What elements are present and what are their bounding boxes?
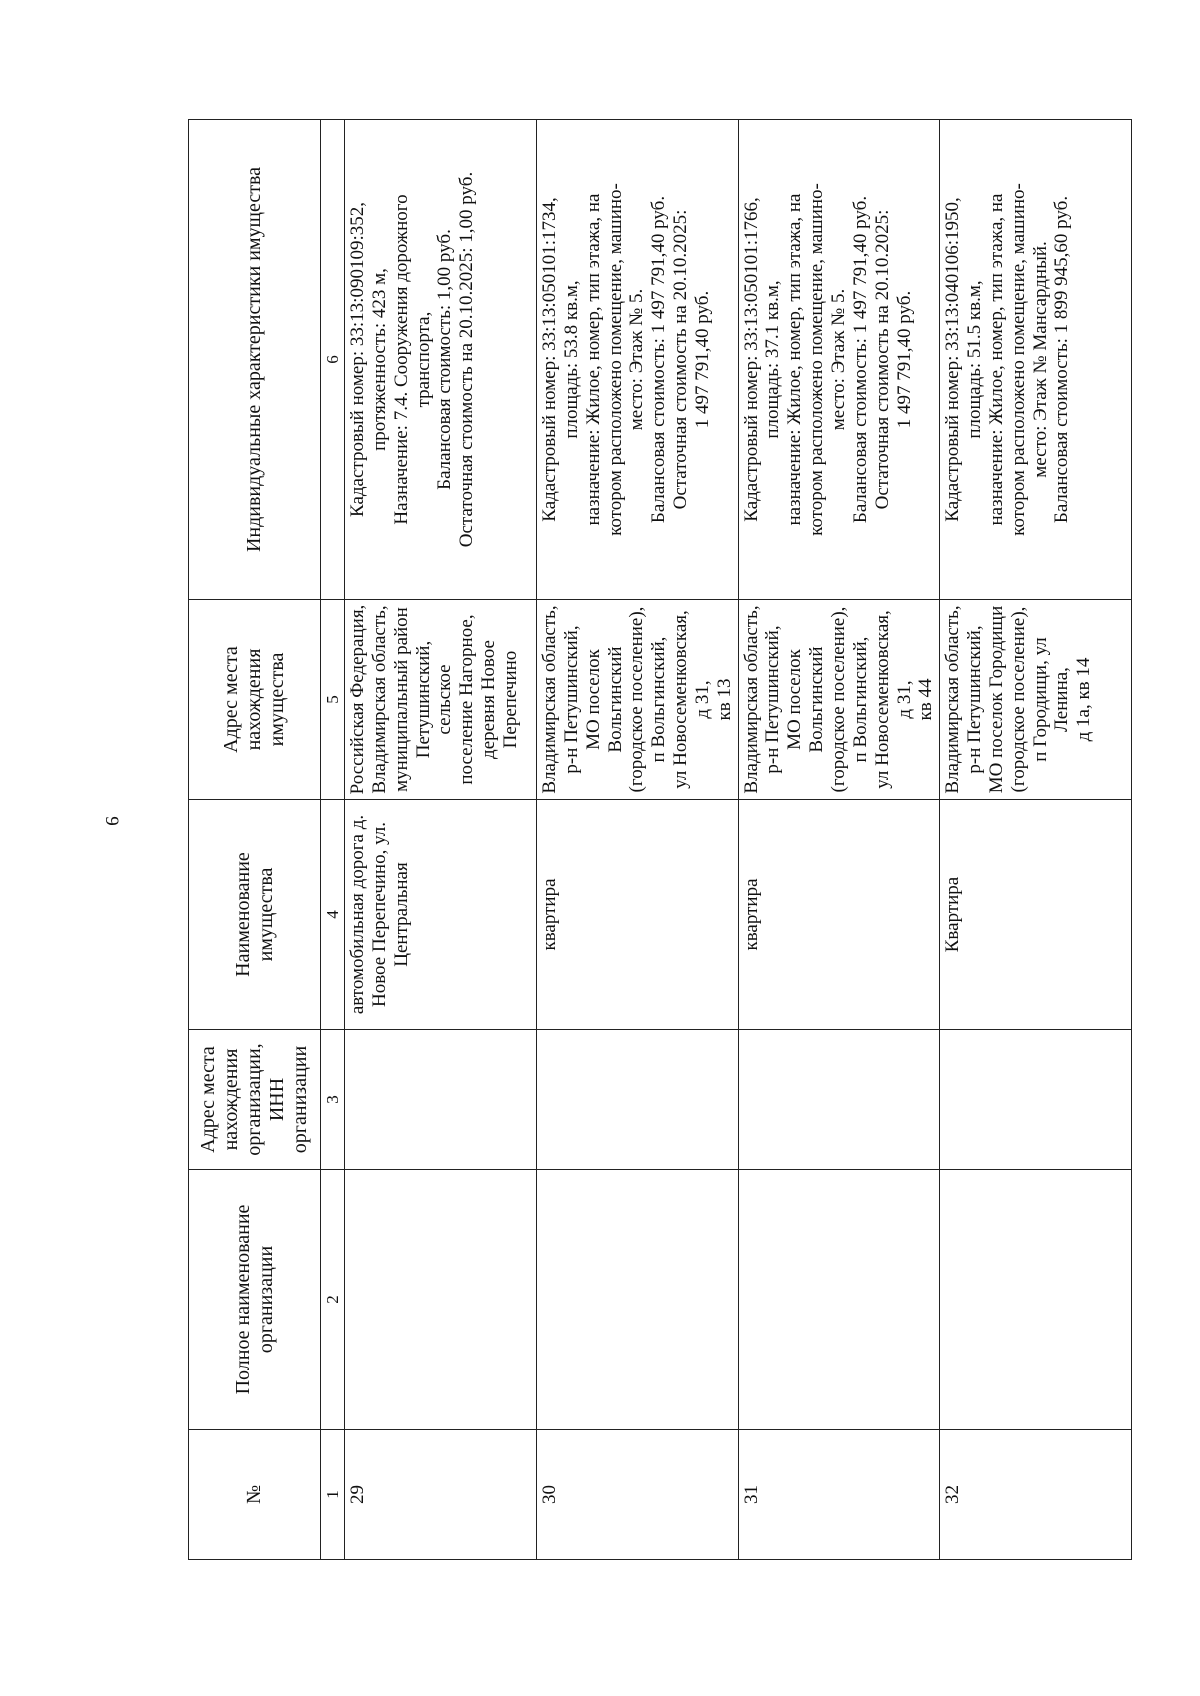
characteristic-line: 1 497 791,40 руб. — [893, 290, 915, 429]
address-line: поселение Нагорное, — [456, 614, 478, 785]
header-property-address: Адрес места нахождения имущества — [189, 600, 321, 800]
characteristic-line: Балансовая стоимость: 1,00 руб. — [434, 229, 456, 490]
property-address-cell — [345, 600, 537, 800]
address-line: ул Новосеменковская, д 31, — [871, 610, 915, 789]
characteristic-line: место: Этаж № Мансардный. — [1029, 241, 1051, 478]
address-line: МО поселок Городищи — [985, 605, 1007, 794]
characteristic-line: назначение: Жилое, номер, тип этажа, на — [582, 193, 604, 526]
table-row — [738, 120, 940, 1560]
address-line: п Вольгинский, — [648, 636, 670, 763]
property-name-cell: квартира — [738, 800, 940, 1030]
table-row — [537, 120, 739, 1560]
org-address-cell — [940, 1030, 1132, 1170]
characteristics-cell — [345, 120, 537, 600]
address-line: кв 44 — [915, 678, 937, 721]
org-address-cell — [537, 1030, 739, 1170]
org-name-cell — [345, 1170, 537, 1430]
column-number: 2 — [321, 1170, 345, 1430]
header-org-address: Адрес места нахождения организации, ИНН организации — [189, 1030, 321, 1170]
column-number: 4 — [321, 800, 345, 1030]
property-address-cell — [940, 600, 1132, 800]
characteristic-line: Кадастровый номер: 33:13:050101:1734, — [539, 197, 560, 522]
characteristics-cell — [537, 120, 739, 600]
characteristic-line: 1 497 791,40 руб. — [691, 290, 713, 429]
address-line: р-н Петушинский, — [560, 625, 582, 774]
address-line: п Вольгинский, — [849, 636, 871, 763]
property-address-cell — [738, 600, 940, 800]
column-number: 1 — [321, 1430, 345, 1560]
characteristic-line: Балансовая стоимость: 1 497 791,40 руб. — [849, 195, 871, 524]
column-number: 5 — [321, 600, 345, 800]
org-address-cell — [738, 1030, 940, 1170]
address-line: Российская Федерация, — [347, 604, 368, 795]
characteristic-line: Назначение: 7.4. Сооружения дорожного — [390, 194, 412, 525]
property-table — [188, 119, 1132, 1560]
characteristics-cell — [738, 120, 940, 600]
characteristic-line: транспорта, — [412, 311, 434, 408]
characteristic-line: назначение: Жилое, номер, тип этажа, на — [985, 193, 1007, 526]
org-address-cell — [345, 1030, 537, 1170]
characteristic-line: Остаточная стоимость на 20.10.2025: — [871, 209, 893, 510]
header-org-name: Полное наименование организации — [189, 1170, 321, 1430]
characteristic-line: Кадастровый номер: 33:13:040106:1950, — [942, 197, 964, 522]
characteristic-line: место: Этаж № 5. — [626, 288, 648, 431]
characteristic-line: Остаточная стоимость на 20.10.2025: 1,00 руб. — [456, 171, 478, 548]
characteristic-line: Балансовая стоимость: 1 899 945,60 руб. — [1051, 195, 1073, 524]
characteristic-line: площадь: 53.8 кв.м, — [560, 280, 582, 439]
column-number-row — [321, 120, 345, 1560]
characteristic-line: Балансовая стоимость: 1 497 791,40 руб. — [648, 195, 670, 524]
property-name-cell: квартира — [537, 800, 739, 1030]
address-line: муниципальный район — [390, 607, 412, 792]
address-line: (городское поселение), — [827, 606, 849, 793]
address-line: Владимирская область, — [942, 605, 964, 794]
column-number: 3 — [321, 1030, 345, 1170]
page-number: 9 — [100, 816, 122, 826]
address-line: кв 13 — [713, 678, 735, 721]
address-line: р-н Петушинский, — [964, 625, 986, 774]
address-line: Владимирская область, — [539, 605, 560, 794]
row-number: 31 — [738, 1430, 940, 1560]
characteristic-line: место: Этаж № 5. — [827, 288, 849, 431]
address-line: МО поселок Вольгинский — [582, 646, 626, 753]
characteristic-line: площадь: 37.1 кв.м, — [762, 280, 784, 439]
table-row — [345, 120, 537, 1560]
address-line: п Городищи, ул Ленина, — [1029, 637, 1073, 762]
characteristic-line: назначение: Жилое, номер, тип этажа, на — [784, 193, 806, 526]
characteristic-line: котором расположено помещение, машино- — [1007, 183, 1029, 536]
characteristic-line: площадь: 51.5 кв.м, — [964, 280, 986, 439]
property-address-cell — [537, 600, 739, 800]
row-number: 30 — [537, 1430, 739, 1560]
header-property-name: Наименование имущества — [189, 800, 321, 1030]
address-line: Владимирская область, — [740, 605, 762, 794]
property-name-cell: Квартира — [940, 800, 1132, 1030]
column-number: 6 — [321, 120, 345, 600]
address-line: р-н Петушинский, — [762, 625, 784, 774]
row-number: 32 — [940, 1430, 1132, 1560]
header-number: № — [189, 1430, 321, 1560]
header-characteristics: Индивидуальные характеристики имущества — [189, 120, 321, 600]
address-line: МО поселок Вольгинский — [784, 646, 828, 753]
address-line: деревня Новое Перепечино — [478, 640, 521, 759]
characteristic-line: Кадастровый номер: 33:13:050101:1766, — [740, 197, 762, 522]
characteristic-line: котором расположено помещение, машино- — [604, 183, 626, 536]
org-name-cell — [537, 1170, 739, 1430]
org-name-cell — [738, 1170, 940, 1430]
row-number: 29 — [345, 1430, 537, 1560]
property-register — [188, 120, 1113, 1560]
address-line: Владимирская область, — [368, 605, 390, 794]
table-row — [940, 120, 1132, 1560]
address-line: Петушинский, сельское — [412, 640, 456, 759]
characteristic-line: протяженность: 423 м, — [368, 268, 390, 451]
address-line: (городское поселение), — [1007, 606, 1029, 793]
property-name-cell: автомобильная дорога д. Новое Перепечино, ул. Центральная — [345, 800, 537, 1030]
address-line: (городское поселение), — [626, 606, 648, 793]
characteristic-line: Кадастровый номер: 33:13:090109:352, — [347, 202, 368, 517]
characteristic-line: Остаточная стоимость на 20.10.2025: — [670, 209, 692, 510]
org-name-cell — [940, 1170, 1132, 1430]
header-row — [189, 120, 321, 1560]
address-line: ул Новосеменковская, д 31, — [670, 610, 713, 789]
characteristics-cell — [940, 120, 1132, 600]
address-line: д 1а, кв 14 — [1073, 657, 1095, 742]
characteristic-line: котором расположено помещение, машино- — [806, 183, 828, 536]
